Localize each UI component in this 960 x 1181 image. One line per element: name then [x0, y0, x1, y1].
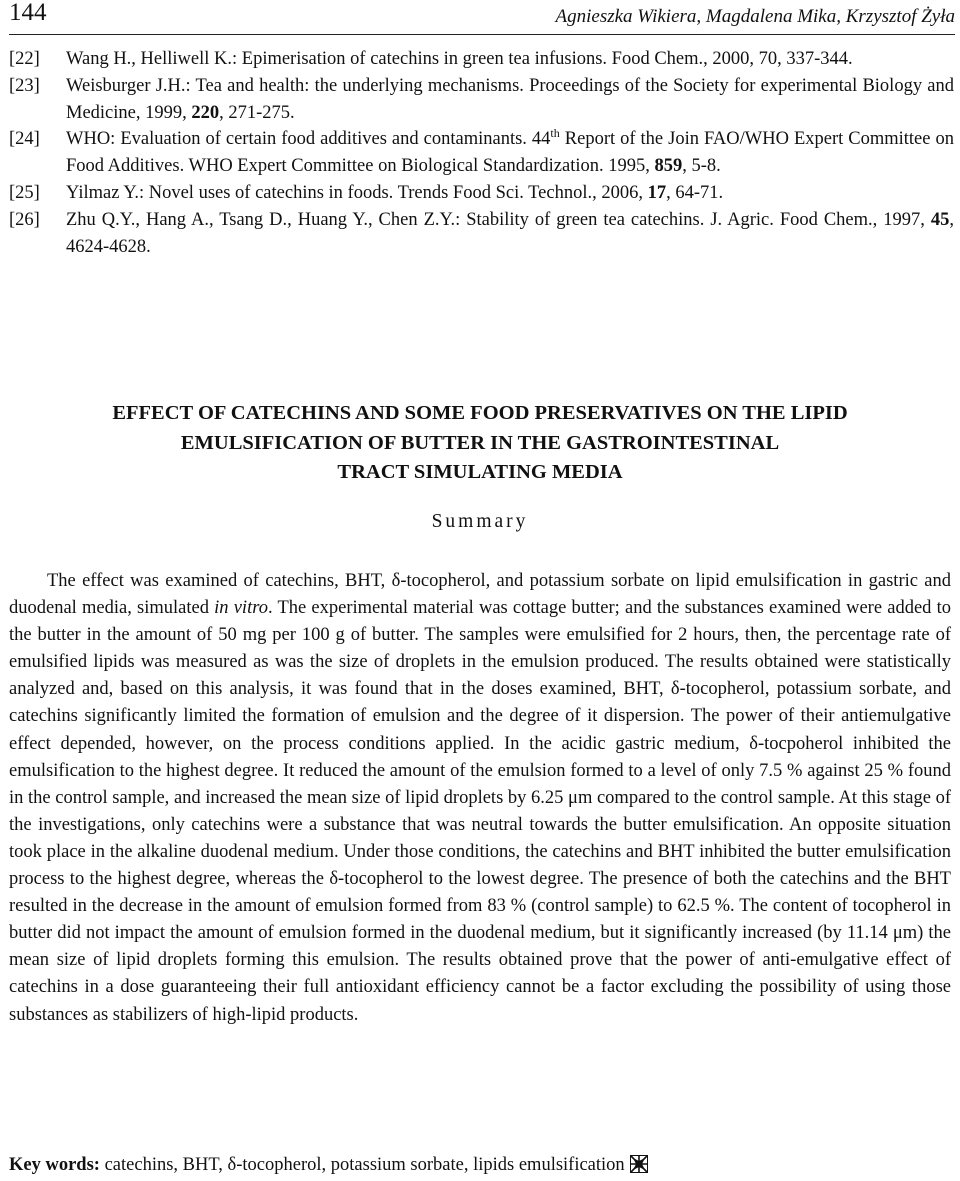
reference-number: [22]	[9, 49, 40, 69]
reference-volume: 45	[930, 209, 950, 230]
ordinal-superscript: th	[550, 126, 560, 141]
reference-text: Yilmaz Y.: Novel uses of catechins in foods. Trends Food Sci. Technol., 2006,	[66, 182, 648, 203]
reference-pages: , 4624-4628.	[66, 209, 954, 257]
title-line: EMULSIFICATION OF BUTTER IN THE GASTROINTESTINAL	[180, 431, 780, 454]
reference-item	[9, 126, 954, 180]
summary-heading: Summary	[431, 511, 529, 532]
abstract-text-cont: . The experimental material was cottage butter; and the substances examined were added to the butter in the amount of 50 mg per 100 g of butter. The samples were emulsified for 2 hours, then, the percentage rate of emulsified lipids was measured as was the size of droplets in the emulsion produced. The results obtained were statistically analyzed and, based on this analysis, it was found that in the doses examined, BHT, δ-tocopherol, potassium sorbate, and catechins significantly limited the formation of emulsion and the degree of it dispersion. The power of their antiemulgative effect depended, however, on the process conditions applied. In the acidic gastric medium, δ-tocpoherol inhibited the emulsification to the highest degree. It reduced the amount of the emulsion formed to a level of only 7.5 % against 25 % found in the control sample, and increased the mean size of lipid droplets by 6.25 μm compared to the control sample. At this stage of the investigations, only catechins were a substance that was neutral towards the butter emulsification. An opposite situation took place in the alkaline duodenal medium. Under those conditions, the catechins and BHT inhibited the butter emulsification process to the highest degree, whereas the δ-tocopherol to the lowest degree. The presence of both the catechins and the BHT resulted in the decrease in the amount of emulsion formed from 83 % (control sample) to 62.5 %. The content of tocopherol in butter did not impact the amount of emulsion formed in the duodenal medium, but it significantly increased (by 11.14 μm) the mean size of lipid droplets forming this emulsion. The results obtained prove that the power of anti-emulgative effect of catechins in a dose guaranteeing their full antioxidant efficiency cannot be a factor excluding the possibility of using those substances as stabilizers of high-lipid products.	[9, 598, 951, 1025]
reference-volume: 859	[654, 156, 683, 177]
reference-text: WHO: Evaluation of certain food additives and contaminants. 44	[66, 129, 551, 150]
reference-number: [25]	[9, 182, 40, 203]
running-header-authors: Agnieszka Wikiera, Magdalena Mika, Krzysztof Żyła	[555, 6, 955, 27]
abstract-italic: in vitro	[214, 598, 268, 619]
reference-item	[9, 46, 954, 73]
title-line: TRACT SIMULATING MEDIA	[337, 461, 623, 483]
reference-text-cont: Report of the Join FAO/WHO Expert Committee on Food Additives. WHO Expert Committee on Biological Standardization. 1995,	[66, 129, 954, 177]
abstract-text: The effect was examined of catechins, BHT, δ-tocopherol, and potassium sorbate on lipid emulsification in gastric and duodenal media, simulated	[9, 571, 951, 619]
reference-text: Weisburger J.H.: Tea and health: the underlying mechanisms. Proceedings of the Society for experimental Biology and Medicine, 1999,	[66, 75, 954, 123]
reference-number: [26]	[9, 209, 40, 230]
keywords-text: catechins, BHT, δ-tocopherol, potassium sorbate, lipids emulsification	[99, 1155, 625, 1175]
abstract-paragraph	[9, 568, 951, 1029]
reference-item	[9, 73, 954, 127]
reference-item	[9, 207, 954, 261]
running-header	[9, 0, 955, 35]
reference-text: Wang H., Helliwell K.: Epimerisation of catechins in green tea infusions. Food Chem., 2000, 70, 337-344.	[66, 49, 853, 69]
ornament-end-icon	[630, 1155, 648, 1179]
reference-number: [24]	[9, 129, 40, 150]
page-number: 144	[9, 0, 47, 26]
keywords	[9, 1155, 648, 1179]
reference-number: [23]	[9, 75, 40, 96]
reference-text: Zhu Q.Y., Hang A., Tsang D., Huang Y., Chen Z.Y.: Stability of green tea catechins. J. Agric. Food Chem., 1997,	[66, 209, 931, 230]
keywords-label: Key words:	[9, 1155, 100, 1175]
reference-pages: , 64-71.	[666, 182, 724, 203]
abstract	[9, 568, 951, 1029]
article-title	[0, 399, 960, 488]
reference-list	[9, 46, 954, 260]
reference-volume: 220	[191, 102, 220, 123]
reference-pages: , 5-8.	[682, 156, 721, 177]
title-line: EFFECT OF CATECHINS AND SOME FOOD PRESERVATIVES ON THE LIPID	[112, 402, 848, 424]
reference-volume: 17	[647, 182, 667, 203]
reference-item	[9, 180, 954, 207]
reference-pages: , 271-275.	[219, 102, 295, 123]
